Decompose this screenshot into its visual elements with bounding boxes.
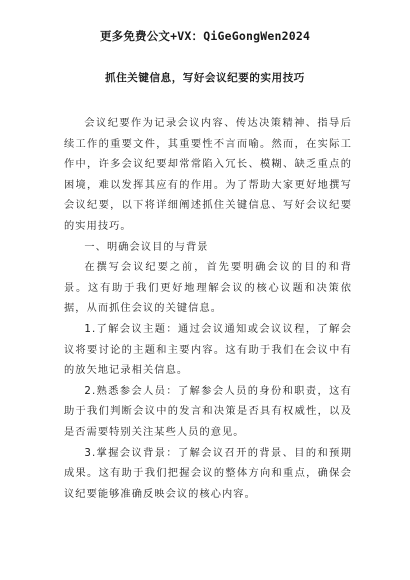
promo-header: 更多免费公文+VX：QiGeGongWen2024 [99,29,311,43]
list-item: 3.掌握会议背景：了解会议召开的背景、目的和预期成果。这有助于我们把握会议的整体方向和重点，确保会议纪要能够准确反映会议的核心内容。 [64,447,352,500]
document-body [64,114,352,505]
document-title: 抓住关键信息，写好会议纪要的实用技巧 [105,72,305,84]
section-heading: 一、明确会议目的与背景 [84,241,209,253]
intro-paragraph: 会议纪要作为记录会议内容、传达决策精神、指导后续工作的重要文件，其重要性不言而喻。然而，在实际工作中，许多会议纪要却常常陷入冗长、模糊、缺乏重点的困境，难以发挥其应有的作用。为了帮助大家更好地撰写会议纪要，以下将详细阐述抓住关键信息、写好会议纪要的实用技巧。 [64,118,352,232]
list-item: 2.熟悉参会人员：了解参会人员的身份和职责，这有助于我们判断会议中的发言和决策是否具有权威性，以及是否需要特别关注某些人员的意见。 [64,385,352,438]
section-paragraph: 在撰写会议纪要之前，首先要明确会议的目的和背景。这有助于我们更好地理解会议的核心议题和决策依据，从而抓住会议的关键信息。 [64,262,352,315]
list-item: 1.了解会议主题：通过会议通知或会议议程，了解会议将要讨论的主题和主要内容。这有助于我们在会议中有的放矢地记录相关信息。 [64,323,352,377]
